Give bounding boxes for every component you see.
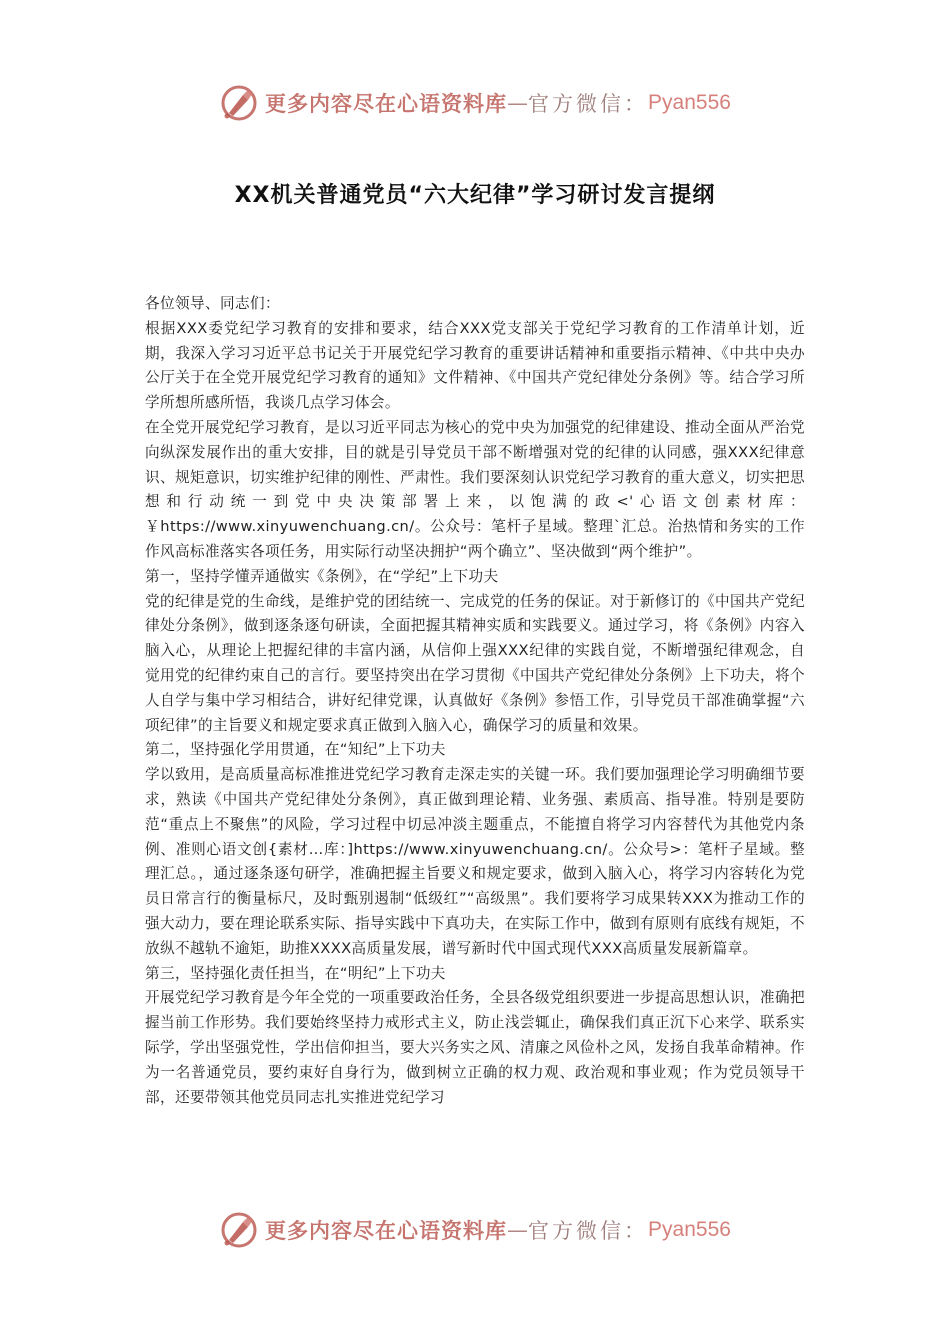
watermark-wechat-id: Pyan556	[648, 91, 731, 114]
watermark-wechat-label: 官方微信：	[528, 92, 649, 116]
watermark-separator: —	[507, 1218, 529, 1242]
paragraph-section-1: 党的纪律是党的生命线，是维护党的团结统一、完成党的任务的保证。对于新修订的《中国共产党纪律处分条例》，做到逐条逐句研读，全面把握其精神实质和实践要义。通过学习，将《条例》内容入脑入心，从理论上把握纪律的丰富内涵，从信仰上强XXX纪律的实践自觉，不断增强纪律观念，自觉用党的纪律约束自己的言行。要坚持突出在学习贯彻《中国共产党纪律处分条例》上下功夫，将个人自学与集中学习相结合，讲好纪律党课，认真做好《条例》参悟工作，引导党员干部准确掌握“六项纪律”的主旨要义和规定要求真正做到入脑入心，确保学习的质量和效果。	[145, 592, 805, 734]
section-heading-1: 第一，坚持学懂弄通做实《条例》，在“学纪”上下功夫	[145, 567, 499, 585]
watermark-banner-top	[0, 78, 950, 128]
document-title: XX机关普通党员“六大纪律”学习研讨发言提纲	[234, 183, 716, 208]
watermark-wechat-label: 官方微信：	[528, 1219, 649, 1243]
section-heading-2: 第二，坚持强化学用贯通，在“知纪”上下功夫	[145, 741, 446, 759]
watermark-text: 更多内容尽在心语资料库	[265, 1218, 508, 1243]
document-body	[145, 292, 805, 1110]
watermark-text: 更多内容尽在心语资料库	[265, 91, 508, 116]
watermark-separator: —	[507, 91, 529, 115]
paragraph-salutation: 各位领导、同志们：	[145, 295, 280, 312]
paragraph-section-2: 学以致用，是高质量高标准推进党纪学习教育走深走实的关键一环。我们要加强理论学习明确细节要求，熟读《中国共产党纪律处分条例》，真正做到理论精、业务强、素质高、指导准。特别是要防范“重点上不聚焦”的风险，学习过程中切忌冲淡主题重点，不能擅自将学习内容替代为其他党内条例、准则心语文创{素材…库：]https://www.xinyuwenchuang.cn/。公众号>：笔杆子星域。整理汇总。，通过逐条逐句研学，准确把握主旨要义和规定要求，做到入脑入心，将学习内容转化为党员日常言行的衡量标尺，及时甄别遏制“低级红”“高级黑”。我们要将学习成果转XXX为推动工作的强大动力，要在理论联系实际、指导实践中下真功夫，在实际工作中，做到有原则有底线有规矩，不放纵不越轨不逾矩，助推XXXX高质量发展，谱写新时代中国式现代XXX高质量发展新篇章。	[145, 766, 805, 957]
paragraph-section-3: 开展党纪学习教育是今年全党的一项重要政治任务，全县各级党组织要进一步提高思想认识，准确把握当前工作形势。我们要始终坚持力戒形式主义，防止浅尝辄止，确保我们真正沉下心来学、联系实际学，学出坚强党性，学出信仰担当，要大兴务实之风、清廉之风俭朴之风，发扬自我革命精神。作为一名普通党员，要约束好自身行为，做到树立正确的权力观、政治观和事业观；作为党员领导干部，还要带领其他党员同志扎实推进党纪学习	[145, 989, 805, 1106]
paragraph-intro: 根据XXX委党纪学习教育的安排和要求，结合XXX党支部关于党纪学习教育的工作清单计划，近期，我深入学习习近平总书记关于开展党纪学习教育的重要讲话精神和重要指示精神、《中共中央办公厅关于在全党开展党纪学习教育的通知》文件精神、《中国共产党纪律处分条例》等。结合学习所学所想所感所悟，我谈几点学习体会。	[145, 319, 805, 412]
section-heading-3: 第三，坚持强化责任担当，在“明纪”上下功夫	[145, 964, 446, 982]
pen-nib-logo-icon	[219, 1210, 259, 1250]
watermark-banner-bottom	[0, 1205, 950, 1255]
pen-nib-logo-icon	[219, 83, 259, 123]
watermark-wechat-id: Pyan556	[648, 1218, 731, 1241]
paragraph-significance: 在全党开展党纪学习教育，是以习近平同志为核心的党中央为加强党的纪律建设、推动全面从严治党向纵深发展作出的重大安排，目的就是引导党员干部不断增强对党的纪律的认同感，强XXX纪律意识、规矩意识，切实维护纪律的刚性、严肃性。我们要深刻认识党纪学习教育的重大意义，切实把思想和行动统一到党中央决策部署上来，以饱满的政<'心语文创素材库：￥https://www.xinyuwenchuang.cn/。公众号：笔杆子星域。整理`汇总。治热情和务实的工作作风高标准落实各项任务，用实际行动坚决拥护“两个确立”、坚决做到“两个维护”。	[145, 418, 805, 560]
